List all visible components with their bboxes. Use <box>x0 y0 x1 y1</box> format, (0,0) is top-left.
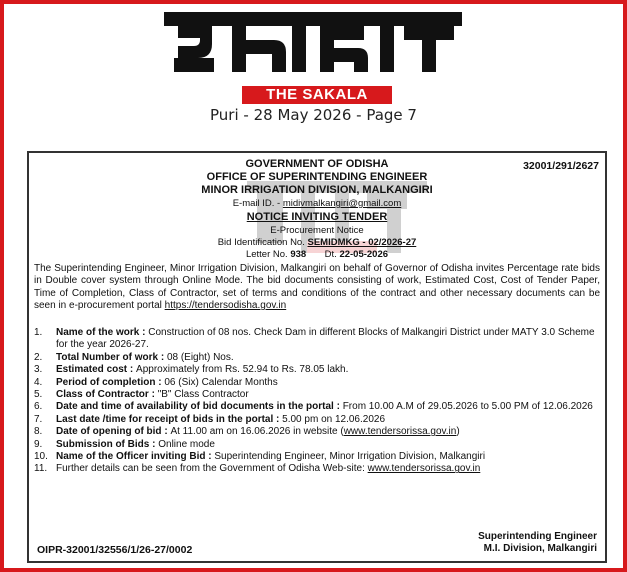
item-label: Date and time of availability of bid documents in the portal <box>56 401 334 413</box>
masthead-subtitle: THE SAKALA <box>242 86 392 104</box>
division-title: MINOR IRRIGATION DIVISION, MALKANGIRI <box>201 184 433 196</box>
item-label: Name of the Officer inviting Bid <box>56 451 206 463</box>
item-number: 4. <box>34 376 43 388</box>
item-number: 5. <box>34 389 43 401</box>
letter-line <box>29 249 605 261</box>
list-item <box>34 426 600 438</box>
letter-label: Letter No. <box>245 249 288 260</box>
item-text: Superintending Engineer, Minor Irrigation Division, Malkangiri <box>214 451 486 463</box>
item-text: Construction of 08 nos. Check Dam in different Blocks of Malkangiri District under MATY 3.0 Scheme for the year 2026-27. <box>56 327 595 351</box>
bid-id-value: SEMIDMKG - 02/2026-27 <box>307 237 417 248</box>
eprocurement-subheading: E-Procurement Notice <box>270 225 364 236</box>
list-item <box>34 377 600 389</box>
item-number: 6. <box>34 401 43 413</box>
oipr-number: OIPR-32001/32556/1/26-27/0002 <box>37 544 193 556</box>
item-number: 10. <box>34 451 48 463</box>
item-separator: : <box>148 389 158 401</box>
date-label: Dt. <box>324 249 337 260</box>
item-text: From 10.00 A.M of 29.05.2026 to 5.00 PM of 12.06.2026 <box>342 401 593 413</box>
list-item <box>34 364 600 376</box>
item-label: Estimated cost <box>56 364 128 376</box>
website-link[interactable]: www.tendersorissa.gov.in <box>343 426 457 438</box>
office-title: OFFICE OF SUPERINTENDING ENGINEER <box>206 171 428 183</box>
item-text: Online mode <box>158 438 215 450</box>
list-item <box>34 414 600 426</box>
item-text: 08 (Eight) Nos. <box>166 351 234 363</box>
item-text: Further details can be seen from the Government of Odisha Web-site: <box>56 463 368 475</box>
email-label: E-mail ID. - <box>232 198 281 209</box>
tender-notice <box>27 151 607 563</box>
item-label: Class of Contractor <box>56 389 149 401</box>
item-number: 1. <box>34 327 43 338</box>
email-line <box>29 198 605 210</box>
item-label: Total Number of work <box>56 351 159 363</box>
reference-number: 32001/291/2627 <box>523 160 599 172</box>
item-separator: : <box>161 426 171 438</box>
item-label: Name of the work <box>56 327 140 338</box>
item-text: 5.00 pm on 12.06.2026 <box>282 413 386 425</box>
signatory-title: Superintending Engineer <box>478 531 597 542</box>
letter-number: 938 <box>290 249 307 260</box>
item-separator: : <box>127 364 137 376</box>
item-separator: : <box>333 401 343 413</box>
list-item <box>34 401 600 413</box>
bid-id-label: Bid Identification No. <box>217 237 305 248</box>
edition-line: Puri - 28 May 2026 - Page 7 <box>210 106 417 124</box>
intro-text: The Superintending Engineer, Minor Irrigation Division, Malkangiri on behalf of Governor of Odisha invites Percentage rate bids in Double cover system through Online Mode. The bid documents consisting of work, Estimated Cost, Cost of Tender Paper, Time of Completion, Class of Contractor, set of terms and conditions of the contract and other necessary documents can be seen in e-procurement portal <box>34 263 600 312</box>
list-item <box>34 352 600 364</box>
portal-link[interactable]: https://tendersodisha.gov.in <box>164 300 287 312</box>
website-link[interactable]: www.tendersorissa.gov.in <box>367 463 481 475</box>
signature-block <box>478 531 597 555</box>
intro-paragraph <box>34 263 600 313</box>
list-item <box>34 439 600 451</box>
item-number: 8. <box>34 426 43 438</box>
item-number: 3. <box>34 364 43 376</box>
item-label: Date of opening of bid <box>56 426 162 438</box>
email-value[interactable]: midivmalkangiri@gmail.com <box>282 198 402 209</box>
item-text: At 11.00 am on 16.06.2026 in website ( <box>170 426 344 438</box>
item-number: 9. <box>34 438 43 450</box>
list-item <box>34 327 600 352</box>
bid-identification <box>29 237 605 249</box>
item-label: Period of completion <box>56 376 156 388</box>
item-separator: : <box>273 413 283 425</box>
item-text: Approximately from Rs. 52.94 to Rs. 78.05 lakh. <box>136 364 349 376</box>
item-number: 11. <box>34 463 48 475</box>
item-text: 06 (Six) Calendar Months <box>164 376 278 388</box>
item-separator: : <box>205 451 215 463</box>
sakala-logo <box>160 6 466 88</box>
letter-date: 22-05-2026 <box>339 249 389 260</box>
item-number: 2. <box>34 351 43 363</box>
item-separator: : <box>155 376 165 388</box>
item-separator: : <box>158 351 167 363</box>
list-item <box>34 389 600 401</box>
list-item <box>34 451 600 463</box>
signatory-office: M.I. Division, Malkangiri <box>483 543 597 554</box>
government-title: GOVERNMENT OF ODISHA <box>245 158 389 170</box>
item-label: Last date /time for receipt of bids in the portal <box>56 413 274 425</box>
notice-heading: NOTICE INVITING TENDER <box>246 211 388 223</box>
item-label: Submission of Bids <box>56 438 150 450</box>
tender-items-list <box>34 327 600 476</box>
item-separator: : <box>139 327 149 338</box>
list-item <box>34 463 600 475</box>
item-separator: : <box>149 438 159 450</box>
item-number: 7. <box>34 413 43 425</box>
item-tail: ) <box>456 426 460 438</box>
masthead <box>0 6 627 86</box>
item-text: "B" Class Contractor <box>157 389 249 401</box>
